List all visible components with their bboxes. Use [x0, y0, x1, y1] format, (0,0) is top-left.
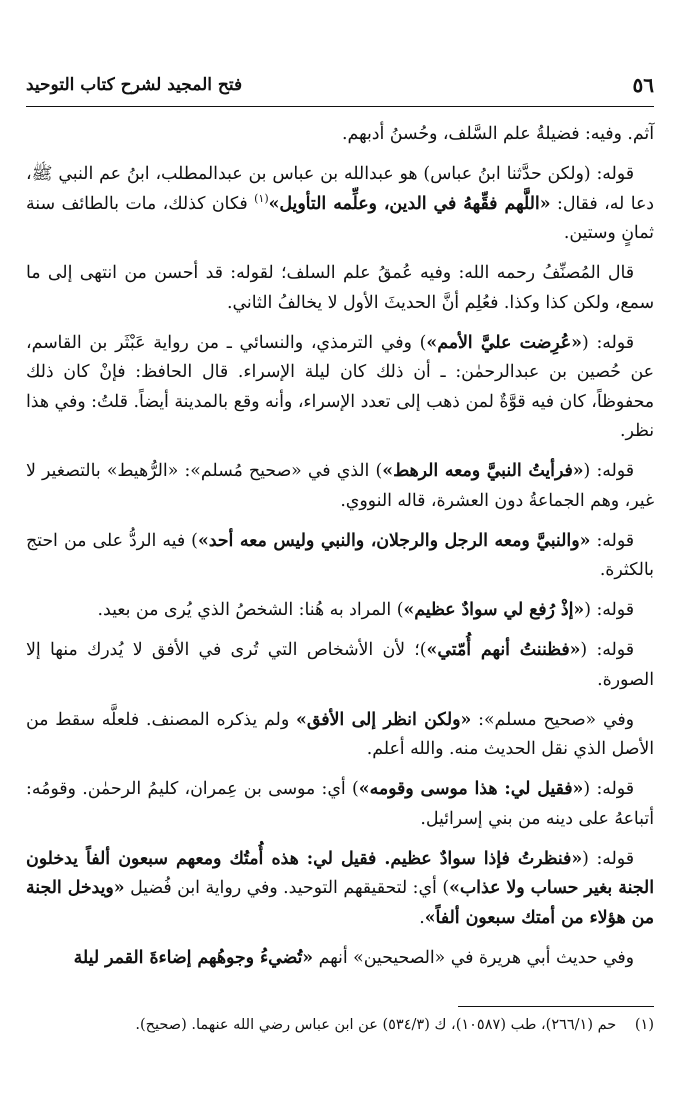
text-segment: ) أي: موسى بن عِمران، كليمُ الرحمٰن. وقومُه: أتباعهُ على دينه من بني إسرائيل. — [26, 779, 654, 829]
paragraph — [26, 944, 654, 974]
hadith-quote: «عُرِضت عليَّ الأمم» — [426, 332, 582, 353]
footnote — [26, 1013, 654, 1037]
running-title: فتح المجيد لشرح كتاب التوحيد — [26, 75, 243, 95]
paragraph — [26, 457, 654, 516]
hadith-quote: «اللَّهم فقِّههُ في الدين، وعلِّمه التأويل» — [268, 193, 551, 214]
footnote-text: حم (٢٦٦/١)، طب (١٠٥٨٧)، ك (٥٣٤/٣) عن ابن عباس رضي الله عنهما. (صحيح). — [135, 1017, 617, 1033]
text-segment: )؛ لأن الأشخاص التي تُرى في الأفق لا يُدرك منها إلا الصورة. — [26, 640, 654, 690]
text-segment: قوله: — [590, 530, 635, 551]
hadith-quote: «فنظرتُ فإذا سوادٌ عظيم. فقيل لي: هذه أُمتُك ومعهم سبعون ألفاً يدخلون الجنة بغير حساب ولا عذاب» — [26, 848, 655, 898]
text-segment: ولم يذكره المصنف. فلعلَّه سقط من الأصل الذي نقل الحديث منه. والله أعلم. — [26, 709, 654, 759]
footnote-divider — [458, 1006, 654, 1007]
text-segment: ) فيه الردُّ على من احتج بالكثرة. — [26, 530, 654, 580]
paragraph — [26, 845, 654, 934]
hadith-quote: «فرأيتُ النبيَّ ومعه الرهط» — [382, 461, 584, 481]
text-segment: قوله: ( — [581, 332, 634, 353]
footnote-marker: (١) — [634, 1017, 654, 1033]
hadith-quote: «تُضيءُ وجوهُهم إضاءةَ القمر ليلة — [73, 947, 314, 968]
text-segment: قوله: ( — [583, 779, 634, 799]
text-segment: ) الذي في «صحيح مُسلم»: «الرُّهيط» بالتصغير لا غير، وهم الجماعةُ دون العشرة، قاله النووي. — [26, 461, 654, 511]
text-segment: آثم. وفيه: فضيلةُ علم السَّلف، وحُسنُ أدبهم. — [342, 124, 654, 144]
footnote-reference: (١) — [254, 191, 269, 205]
text-segment: قوله: ( — [582, 848, 634, 869]
hadith-quote: «ولكن انظر إلى الأفق» — [296, 709, 472, 730]
text-segment: فكان كذلك، مات بالطائف سنة ثمانٍ وستين. — [26, 193, 654, 243]
paragraph — [26, 120, 654, 150]
text-segment: ) المراد به هُنا: الشخصُ الذي يُرى من بعيد. — [97, 600, 404, 620]
text-segment: ) أي: لتحقيقهم التوحيد. وفي رواية ابن فُضيل — [124, 878, 450, 898]
text-segment: . — [419, 907, 425, 928]
hadith-quote: «والنبيَّ ومعه الرجل والرجلان، والنبي وليس معه أحد» — [197, 530, 591, 551]
hadith-quote: «فقيل لي: هذا موسى وقومه» — [358, 779, 584, 799]
text-segment: قوله: ( — [584, 600, 634, 620]
page-header — [26, 68, 654, 102]
body-text — [26, 120, 654, 984]
paragraph — [26, 636, 654, 695]
paragraph — [26, 259, 654, 318]
text-segment: قوله: ( — [583, 461, 634, 481]
hadith-quote: «ويدخل الجنة من هؤلاء من أمتك سبعون ألفاً» — [26, 878, 654, 928]
hadith-quote: «إذْ رُفع لي سوادٌ عظيم» — [403, 600, 585, 620]
text-segment: قال المُصنِّفُ رحمه الله: وفيه عُمقُ علم السلف؛ لقوله: قد أحسن من انتهى إلى ما سمع، ولكن كذا وكذا. فعُلِم أنَّ الحديثَ الأول لا يخالفُ الثاني. — [26, 263, 654, 313]
text-segment: وفي «صحيح مسلم»: — [471, 709, 634, 730]
paragraph — [26, 527, 654, 586]
paragraph — [26, 706, 654, 765]
hadith-quote: «فظننتُ أنهم أُمّتي» — [426, 640, 581, 660]
paragraph — [26, 160, 654, 249]
text-segment: قوله: (ولكن حدَّثنا ابنُ عباس) هو عبدالله بن عباس بن عبدالمطلب، ابنُ عم النبي ﷺ، دعا له، فقال: — [26, 164, 654, 214]
page-number: ٥٦ — [632, 73, 654, 97]
text-segment: ) وفي الترمذي، والنسائي ـ من رواية عَبْثَر بن القاسم، عن حُصين بن عبدالرحمٰن: ـ أن ذلك كان ليلة الإسراء. قال الحافظ: فإنْ كان ذلك محفوظاً، كان فيه قوَّةٌ لمن ذهب إلى تعدد الإسراء، وأنه وقع بالمدينة أيضاً. قلتُ: وفي هذا نظر. — [26, 332, 654, 441]
text-segment: وفي حديث أبي هريرة في «الصحيحين» أنهم — [313, 947, 634, 968]
text-segment: قوله: ( — [580, 640, 634, 660]
header-divider — [26, 106, 654, 107]
paragraph — [26, 596, 654, 626]
paragraph — [26, 775, 654, 834]
paragraph — [26, 329, 654, 447]
